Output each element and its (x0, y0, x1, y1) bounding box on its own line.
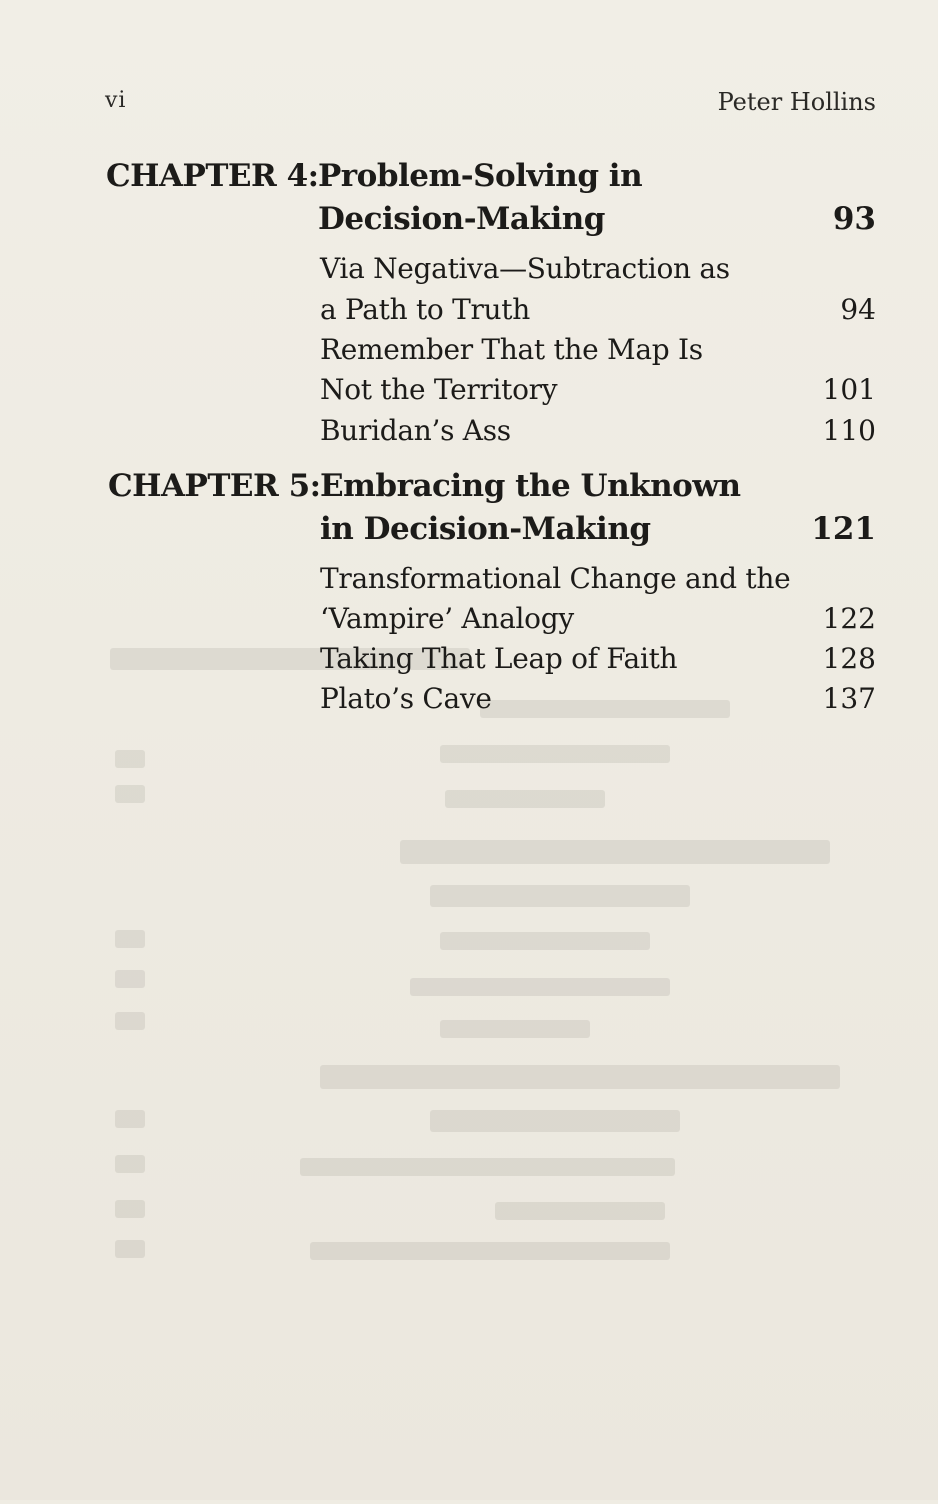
section-title-line: Taking That Leap of Faith (320, 642, 678, 675)
section-title-line: a Path to Truth (320, 293, 530, 326)
section-page-number: 122 (822, 602, 876, 635)
section-title-line: Via Negativa—Subtraction as (320, 252, 730, 285)
chapter-title-line: Decision-Making (318, 201, 605, 237)
page-number: vi (105, 88, 127, 113)
section-title-line: ‘Vampire’ Analogy (320, 602, 574, 635)
section-title-line: Transformational Change and the (320, 562, 791, 595)
chapter-page-number: 121 (811, 511, 876, 547)
section-page-number: 128 (822, 642, 876, 675)
section-page-number: 137 (822, 682, 876, 715)
chapter-title-line: Problem-Solving in (318, 158, 643, 194)
section-title-line: Plato’s Cave (320, 682, 492, 715)
section-page-number: 110 (822, 414, 876, 447)
chapter-title-line: Embracing the Unknown (320, 468, 741, 504)
running-header-author: Peter Hollins (717, 88, 876, 116)
chapter-label: CHAPTER 5: (108, 468, 321, 504)
section-title-line: Buridan’s Ass (320, 414, 511, 447)
chapter-title-line: in Decision-Making (320, 511, 651, 547)
chapter-page-number: 93 (832, 201, 876, 237)
section-title-line: Not the Territory (320, 373, 558, 406)
section-title-line: Remember That the Map Is (320, 333, 703, 366)
section-page-number: 94 (840, 293, 876, 326)
section-page-number: 101 (822, 373, 876, 406)
chapter-label: CHAPTER 4: (106, 158, 319, 194)
